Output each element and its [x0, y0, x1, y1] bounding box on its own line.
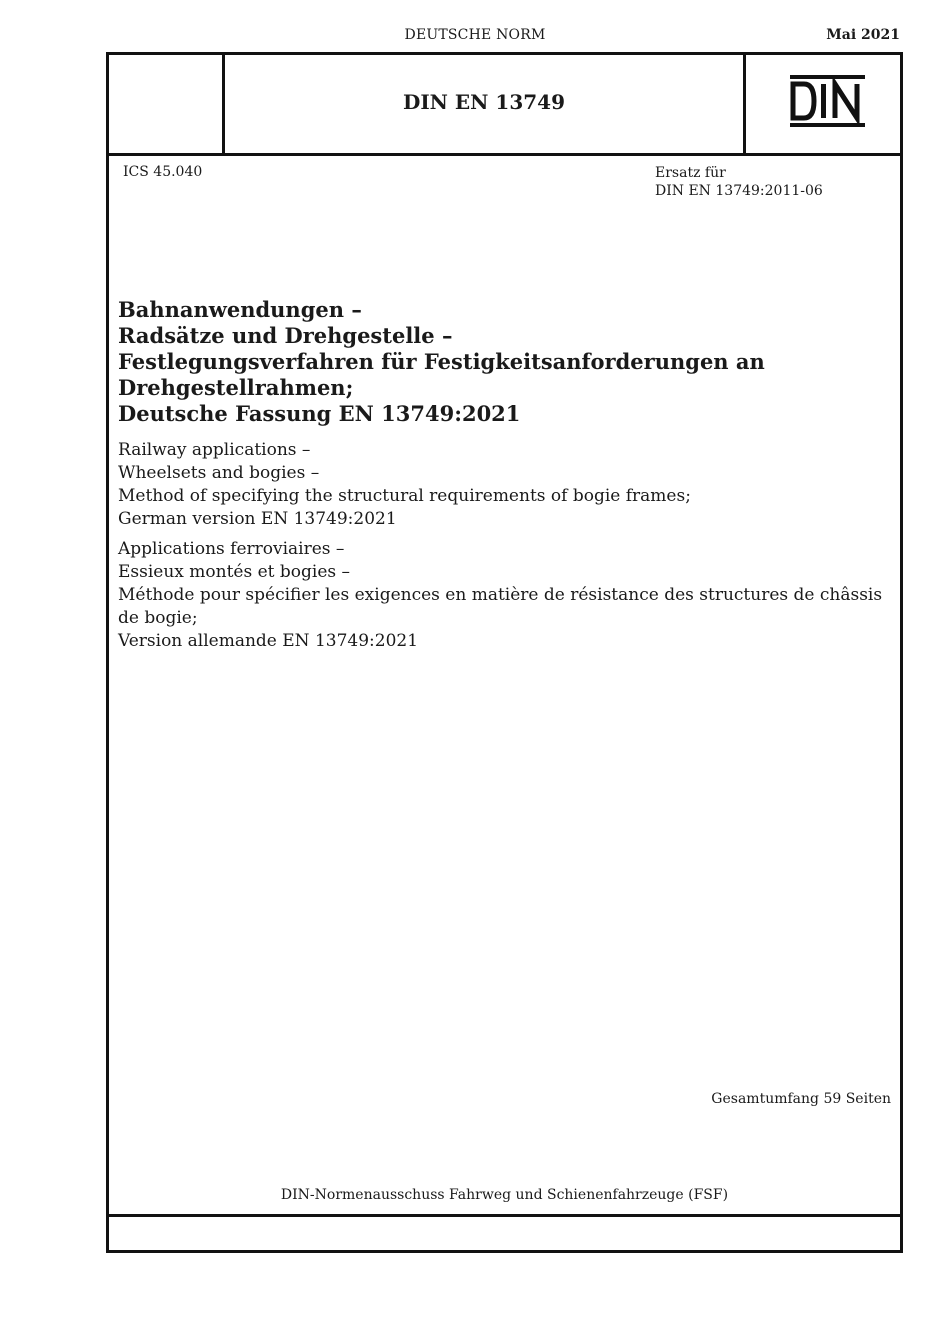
header-logo-cell	[743, 55, 903, 153]
title-french-line: Version allemande EN 13749:2021	[118, 631, 419, 651]
replaces-document: DIN EN 13749:2011-06	[655, 183, 823, 199]
title-german-line: Festlegungsverfahren für Festigkeitsanforderungen an	[118, 349, 765, 374]
title-english-line: Wheelsets and bogies –	[118, 463, 320, 483]
title-english-line: German version EN 13749:2021	[118, 509, 397, 529]
title-german-line: Drehgestellrahmen;	[118, 375, 354, 400]
title-english-line: Railway applications –	[118, 440, 311, 460]
replaces-label: Ersatz für	[655, 165, 726, 181]
title-english-line: Method of specifying the structural requirements of bogie frames;	[118, 486, 691, 506]
cover-frame	[106, 52, 903, 1253]
standard-type-label: DEUTSCHE NORM	[404, 27, 546, 43]
title-french-line: Essieux montés et bogies –	[118, 562, 351, 582]
din-logo	[746, 55, 903, 153]
header-title-cell	[225, 55, 743, 153]
title-german	[118, 297, 878, 427]
ics-code: ICS 45.040	[123, 164, 203, 180]
footer-divider	[109, 1214, 900, 1217]
header-empty-cell	[109, 55, 225, 153]
title-french	[118, 538, 888, 653]
title-german-line: Deutsche Fassung EN 13749:2021	[118, 401, 521, 426]
title-english	[118, 439, 878, 531]
publication-date: Mai 2021	[826, 27, 900, 43]
page-count: Gesamtumfang 59 Seiten	[711, 1091, 891, 1107]
standards-committee: DIN-Normenausschuss Fahrweg und Schienenfahrzeuge (FSF)	[280, 1187, 729, 1203]
title-french-line: Applications ferroviaires –	[118, 539, 345, 559]
replaces-block	[655, 164, 823, 200]
title-german-line: Radsätze und Drehgestelle –	[118, 323, 453, 348]
document-number: DIN EN 13749	[402, 90, 565, 114]
title-german-line: Bahnanwendungen –	[118, 297, 362, 322]
title-french-line: Méthode pour spécifier les exigences en matière de résistance des structures de châssis de bogie;	[118, 585, 883, 628]
header-row	[109, 55, 900, 156]
